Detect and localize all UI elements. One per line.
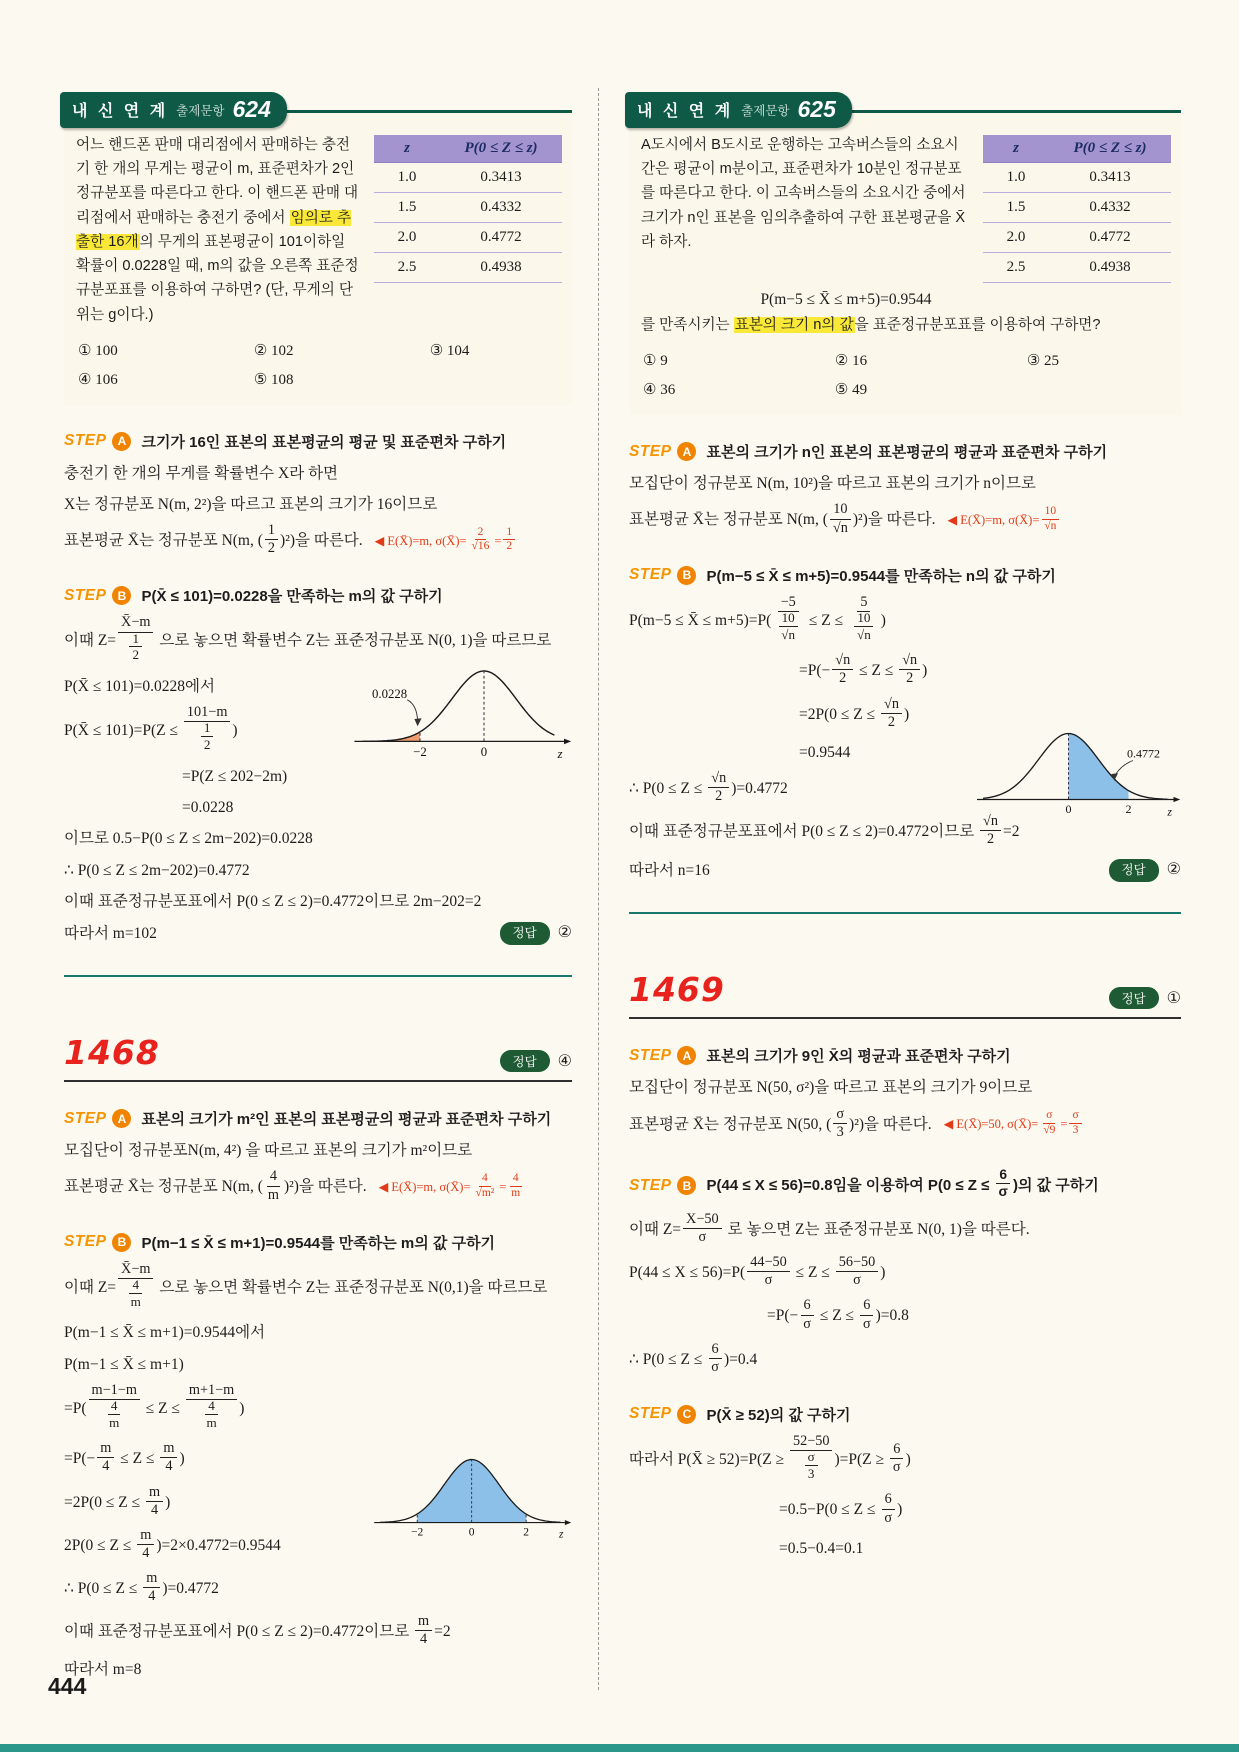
table-row [983,223,1171,253]
solution-line: 2P(0 ≤ Z ≤ $\frac{m}{4}$ )=2×0.4772=0.9544 [64,1526,281,1561]
z-col-header: z [374,135,440,163]
normal-curve-figure-625 [956,711,1181,824]
problem-text-continued: 를 만족시키는 표본의 크기 n의 값을 표준정규분포표를 이용하여 구하면? [641,317,1101,333]
step-title: P(m−1 ≤ X̄ ≤ m+1)=0.9544를 만족하는 m의 값 구하기 [141,1234,496,1252]
problem-1469-heading [629,970,1181,1019]
annotation-arrow [1115,760,1133,775]
step-heading [629,1404,1181,1425]
step-b-624 [64,585,572,945]
step-heading [64,431,572,452]
choice-4: ④ 36 [643,382,676,399]
tick-label: −2 [413,745,427,760]
normal-curve-figure-1468 [357,1438,572,1546]
table-row [374,253,562,283]
table-row [374,193,562,223]
solution-line: 이때 표준정규분포표에서 P(0 ≤ Z ≤ 2)=0.4772이므로 $\frac{m}{4}$ =2 [64,1613,451,1648]
shaded-right-region [1069,733,1129,799]
answer-badge-625 [1109,858,1182,882]
step-a-625 [629,441,1181,538]
table-row [983,163,1171,193]
step-letter-badge: B [677,1176,696,1195]
solution-line: P(X̄ ≤ 101)=0.0228에서 [64,678,215,696]
step-title: P(X̄ ≤ 101)=0.0228을 만족하는 m의 값 구하기 [141,588,443,606]
solution-line: ∴ P(0 ≤ Z ≤ $\frac{√n}{2}$ )=0.4772 [629,769,788,805]
step-b-625 [629,565,1181,883]
choice-5: ⑤ 108 [253,371,294,388]
solution-line: =0.5−P(0 ≤ Z ≤ $\frac{6}{\sigma}$ ) [779,1491,903,1526]
solution-line: 이때 Z= $\frac{X̄-m}{\frac{4}{m}}$ 으로 놓으면 확률변수 Z는 표준정규분포 N(0,1)을 따르므로 [64,1260,548,1309]
red-annotation: ◀ E(X̄)=50, σ(X̄)= $\frac{\sigma}{√9}$ = $\frac{\sigma}{3}$ [944,1111,1084,1140]
solution-line: 충전기 한 개의 무게를 확률변수 X라 하면 [64,464,339,482]
solution-line: X는 정규분포 N(m, 2²)을 따르고 표본의 크기가 16이므로 [64,496,438,513]
solution-line: 모집단이 정규분포N(m, 4²) 을 따르고 표본의 크기가 m²이므로 [64,1142,473,1160]
table-row [374,163,562,193]
condition-equation: P(m−5 ≤ X̄ ≤ m+5)=0.9544 [760,291,932,308]
normal-curve-figure-624 [332,647,572,767]
p-value: 0.3413 [440,163,562,193]
p-col-header: P(0 ≤ Z ≤ z) [440,135,562,163]
step-letter-badge: B [112,586,131,605]
tick-label: 0 [468,1526,475,1539]
area-probability-label: 0.4772 [1127,746,1160,761]
answer-choice-number: ④ [557,1053,572,1071]
solution-line: =P(− $\frac{m}{4}$ ≤ Z ≤ $\frac{m}{4}$ ) [64,1440,185,1475]
choices-625 [643,351,1169,399]
answer-badge-1469 [1109,987,1182,1009]
choice-2: ② 102 [253,342,294,359]
solution-line [64,921,572,945]
equation: 표본평균 X̄는 정규분포 N(m, ( $\frac{10}{√n}$ )²)을 따른다. [629,501,936,536]
solution-line: =0.5−0.4=0.1 [779,1539,864,1557]
step-letter-badge: A [112,432,131,451]
choice-1: ① 9 [643,353,668,370]
solution-line: P(X̄ ≤ 101)=P(Z ≤ $\frac{101-m}{\frac{1}{2}}$ ) [64,704,238,753]
problem-1468-heading [64,1033,572,1082]
solution-line: =P(− $\frac{√n}{2}$ ≤ Z ≤ $\frac{√n}{2}$ ) [799,652,928,687]
p-value: 0.4938 [1049,253,1171,283]
step-label: STEP [629,566,672,584]
step-title: 표본의 크기가 n인 표본의 표본평균의 평균과 표준편차 구하기 [706,444,1108,462]
solution-line [629,1105,1181,1143]
problem-card-624 [64,96,572,405]
solution-line: P(44 ≤ X ≤ 56)=P( $\frac{44-50}{\sigma}$ ≤ Z ≤ $\frac{56-50}{\sigma}$ ) [629,1254,886,1289]
step-title: P(X̄ ≥ 52)의 값 구하기 [706,1406,851,1424]
problem-number: 624 [232,96,271,122]
problem-card-625 [629,96,1181,415]
step-b-1469 [629,1166,1181,1378]
z-value: 2.5 [983,253,1049,283]
final-answer-text: 따라서 n=16 [629,861,710,879]
axis-arrow-icon [564,739,571,745]
step-heading [629,565,1181,586]
solution-line: 이때 표준정규분포표에서 P(0 ≤ Z ≤ 2)=0.4772이므로 $\frac{√n}{2}$ =2 [629,813,1020,848]
table-row [983,193,1171,223]
p-value: 0.4772 [1049,223,1171,253]
solution-line: =0.9544 [799,743,851,761]
tab-subtitle: 출제문항 [176,103,225,118]
z-value: 1.5 [374,193,440,223]
choice-2: ② 16 [834,353,868,370]
equation: 표본평균 X̄는 정규분포 N(m, ( $\frac{1}{2}$ )²)을 따른다. [64,522,363,557]
problem-625-tab [625,92,852,128]
step-a-1468 [64,1108,572,1205]
p-value: 0.4332 [1049,193,1171,223]
z-value: 1.0 [374,163,440,193]
answer-pill: 정답 [1109,859,1159,882]
solution-line: ∴ P(0 ≤ Z ≤ 2m−202)=0.4772 [64,861,250,879]
tick-label: 0 [1065,801,1072,816]
table-row [374,223,562,253]
p-value: 0.3413 [1049,163,1171,193]
table-row [983,253,1171,283]
page-bottom-band [0,1744,1239,1752]
bell-curve [362,671,554,741]
choice-4: ④ 106 [78,371,118,388]
red-annotation: ◀ E(X̄)=m, σ(X̄)= $\frac{4}{\text{√m²}}$ = $\frac{4}{m}$ [378,1171,521,1199]
answer-pill: 정답 [500,922,550,945]
step-title: 크기가 16인 표본의 표본평균의 평균 및 표준편차 구하기 [141,433,507,451]
answer-pill: 정답 [1109,987,1159,1009]
choices-624 [78,341,560,389]
step-letter-badge: C [677,1405,696,1424]
step-title: P(44 ≤ X ≤ 56)=0.8임을 이용하여 P(0 ≤ Z ≤ $\frac{6}{\sigma}$ )의 값 구하기 [706,1166,1099,1200]
equation: 표본평균 X̄는 정규분포 N(m, ( $\frac{4}{m}$ )²)을 따른다. [64,1168,367,1203]
solution-line: =0.0228 [182,799,234,817]
step-c-1469 [629,1404,1181,1560]
z-table-625 [983,135,1171,283]
problem-624-body [76,129,562,327]
solution-line: 이때 Z= $\frac{X-50}{\sigma}$ 로 놓으면 Z는 표준정규분포 N(0, 1)을 따른다. [629,1210,1030,1246]
solution-line: 이때 Z= $\frac{X̄-m}{\frac{1}{2}}$ 으로 놓으면 확률변수 Z는 표준정규분포 N(0, 1)을 따르므로 [64,614,552,663]
p-value: 0.4332 [440,193,562,223]
z-value: 2.5 [374,253,440,283]
step-heading [64,1108,572,1129]
red-annotation: ◀ E(X̄)=m, σ(X̄)= $\frac{10}{√n}$ [947,507,1061,536]
step-b-1468 [64,1232,572,1682]
z-value: 1.5 [983,193,1049,223]
problem-number: 1469 [629,970,725,1010]
solution-line: 모집단이 정규분포 N(m, 10²)을 따르고 표본의 크기가 n이므로 [629,475,1036,493]
solution-line: 이때 표준정규분포표에서 P(0 ≤ Z ≤ 2)=0.4772이므로 2m−202=2 [64,892,482,910]
step-heading [64,585,572,606]
solution-line [629,503,1181,538]
choice-5: ⑤ 49 [834,382,868,399]
z-table-624 [374,135,562,283]
problem-624-tab [60,92,287,128]
tick-label: 2 [1125,801,1132,816]
final-answer-text: 따라서 m=102 [64,924,157,942]
answer-badge-1468 [500,1050,573,1072]
axis-label: z [559,1528,564,1541]
solution-line: =P(− $\frac{6}{\sigma}$ ≤ Z ≤ $\frac{6}{\sigma}$ )=0.8 [767,1297,909,1332]
choice-3: ③ 25 [1026,353,1060,370]
tick-label: 2 [523,1526,530,1539]
answer-pill: 정답 [500,1050,550,1072]
answer-choice-number: ② [557,924,572,942]
axis-arrow-icon [565,1520,571,1525]
solution-line: 따라서 P(X̄ ≥ 52)=P(Z ≥ $\frac{52-50}{\frac{\sigma}{3}}$ )=P(Z ≥ $\frac{6}{\sigma}$ ) [629,1432,911,1481]
tab-subtitle: 출제문항 [741,103,790,118]
p-value: 0.4938 [440,253,562,283]
step-a-1469 [629,1045,1181,1142]
choice-3: ③ 104 [429,342,470,359]
step-label: STEP [629,1046,672,1064]
choice-1: ① 100 [78,342,118,359]
step-letter-badge: A [112,1109,131,1128]
problem-text: A도시에서 B도시로 운행하는 고속버스들의 소요시간은 평균이 m분이고, 표준편차가 10분인 정규분포를 따른다고 한다. 이 고속버스들의 소요시간 중에서 크기가 n인 표본을 임의추출하여 구한 표본평균을 X̄라 하자. [641,137,966,250]
red-annotation: ◀ E(X̄)=m, σ(X̄)= $\frac{2}{√16}$ = $\frac{1}{2}$ [375,528,518,557]
step-label: STEP [629,1176,672,1194]
solution-line [629,858,1181,882]
p-value: 0.4772 [440,223,562,253]
axis-label: z [557,747,563,762]
tick-label: 0 [480,745,488,760]
problem-625-body [641,129,1171,283]
right-column [598,88,1181,1690]
step-a-624 [64,431,572,560]
problem-number: 1468 [64,1033,160,1073]
step-heading [64,1232,572,1253]
solution-line [64,524,572,559]
z-col-header: z [983,135,1049,163]
solution-line: P(m−5 ≤ X̄ ≤ m+5)=P( $\frac{-5}{\frac{10}{√n}}$ ≤ Z ≤ $\frac{5}{\frac{10}{√n}}$ ) [629,593,886,642]
step-label: STEP [64,586,107,604]
step-letter-badge: A [677,1046,696,1065]
tail-probability-label: 0.0228 [371,687,408,702]
problem-number: 625 [797,96,836,122]
step-label: STEP [64,432,107,450]
step-label: STEP [629,1405,672,1423]
answer-badge-624 [500,921,573,945]
problem-text: 어느 핸드폰 판매 대리점에서 판매하는 충전기 한 개의 무게는 평균이 m, 표준편차가 2인 정규분포를 따른다고 한다. 이 핸드폰 판매 대리점에서 판매하는 충전기 중에서 임의로 추출한 16개의 무게의 표본평균이 101이하일 확률이 0.0228일 때, m의 값을 오른쪽 표준정규분포표를 이용하여 구하면? (단, 무게의 단위는 g이다.) [76,137,359,323]
solution-line: 모집단이 정규분포 N(50, σ²)을 따르고 표본의 크기가 9이므로 [629,1079,1033,1097]
solution-line: =2P(0 ≤ Z ≤ $\frac{m}{4}$ ) [64,1483,171,1518]
solution-line: P(m−1 ≤ X̄ ≤ m+1)=0.9544에서 [64,1324,266,1342]
section-divider [629,912,1181,914]
step-heading [629,1166,1181,1203]
step-heading [629,1045,1181,1066]
step-label: STEP [64,1233,107,1251]
equation: 표본평균 X̄는 정규분포 N(50, ( $\frac{\sigma}{3}$ )²)을 따른다. [629,1105,932,1140]
step-heading [629,441,1181,462]
solution-line: ∴ P(0 ≤ Z ≤ $\frac{6}{\sigma}$ )=0.4 [629,1340,758,1375]
z-value: 2.0 [374,223,440,253]
z-value: 1.0 [983,163,1049,193]
step-title: 표본의 크기가 m²인 표본의 표본평균의 평균과 표준편차 구하기 [141,1111,552,1129]
solution-line: 이므로 0.5−P(0 ≤ Z ≤ 2m−202)=0.0228 [64,830,313,848]
annotation-arrow [407,700,417,721]
solution-line: =P(Z ≤ 202−2m) [182,767,288,785]
solution-line [64,1170,572,1205]
tab-brand: 내 신 연 계 [637,103,734,120]
step-title: P(m−5 ≤ X̄ ≤ m+5)=0.9544를 만족하는 n의 값 구하기 [706,567,1056,585]
solution-line: 따라서 m=8 [64,1661,142,1679]
tab-brand: 내 신 연 계 [72,103,169,120]
solution-line: =2P(0 ≤ Z ≤ $\frac{√n}{2}$ ) [799,695,910,730]
annotation-arrowhead-icon [414,719,421,727]
step-letter-badge: B [112,1233,131,1252]
step-label: STEP [629,442,672,460]
z-value: 2.0 [983,223,1049,253]
axis-label: z [1167,803,1173,818]
p-col-header: P(0 ≤ Z ≤ z) [1049,135,1171,163]
section-divider [64,975,572,977]
solution-line: ∴ P(0 ≤ Z ≤ $\frac{m}{4}$ )=0.4772 [64,1570,219,1605]
step-letter-badge: A [677,442,696,461]
left-column [64,88,598,1690]
answer-choice-number: ① [1166,990,1181,1008]
tick-label: −2 [411,1526,424,1539]
solution-line: =P( $\frac{m-1-m}{\frac{4}{m}}$ ≤ Z ≤ $\frac{m+1-m}{\frac{4}{m}}$ ) [64,1381,245,1430]
page-number: 444 [48,1673,87,1699]
axis-arrow-icon [1174,797,1181,802]
answer-choice-number: ② [1166,861,1181,879]
step-title: 표본의 크기가 9인 X̄의 평균과 표준편차 구하기 [706,1048,1011,1066]
step-label: STEP [64,1109,107,1127]
step-letter-badge: B [677,566,696,585]
solution-line: P(m−1 ≤ X̄ ≤ m+1) [64,1355,184,1373]
